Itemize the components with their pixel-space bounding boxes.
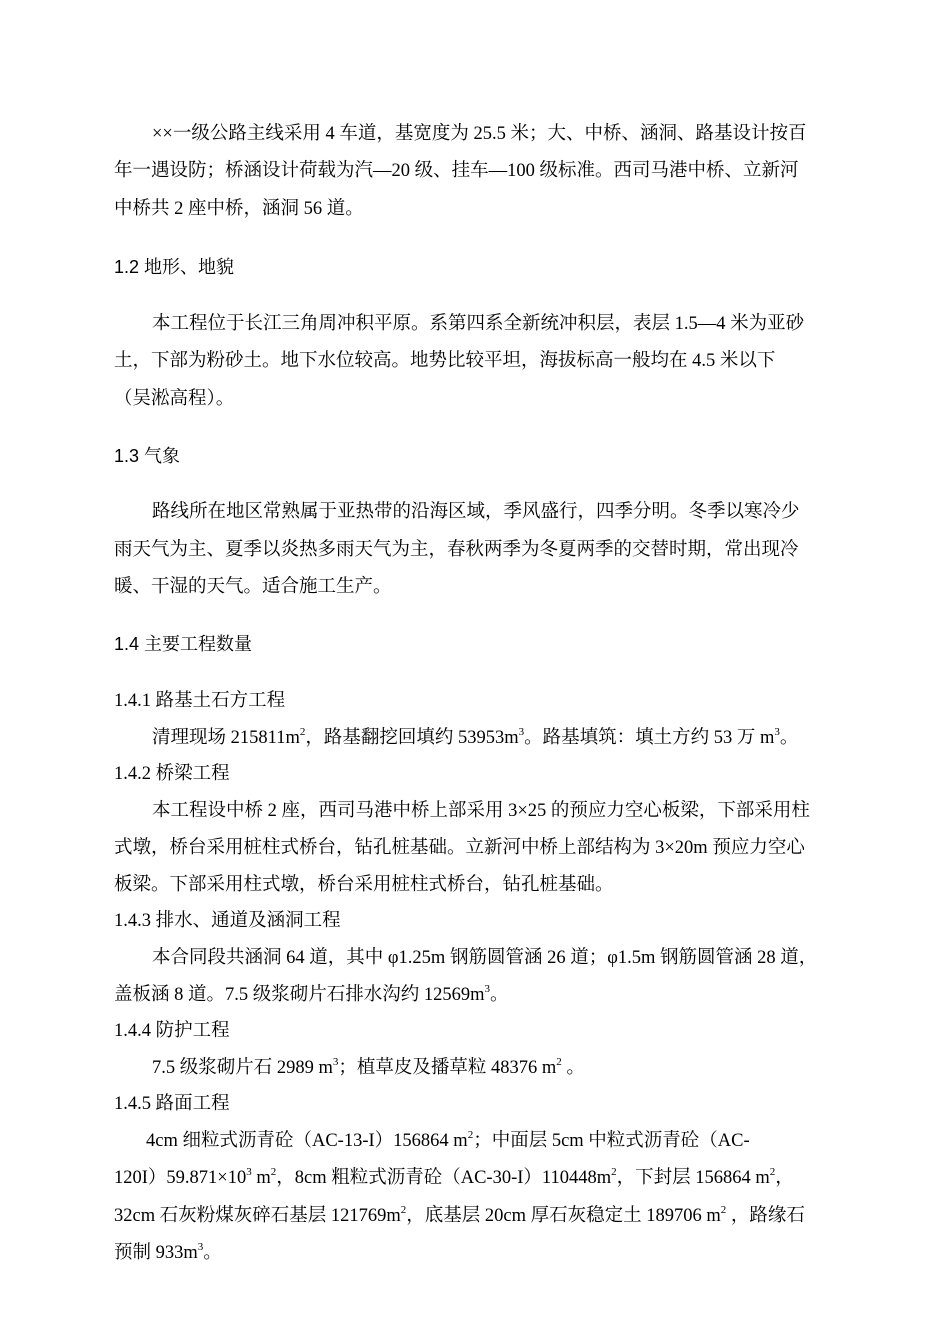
s145-line-1: 4cm 细粒式沥青砼（AC-13-I）156864 $m^2$；中面层 5cm 中粒式沥青砼（AC-	[146, 1128, 750, 1151]
heading-1-4-1: 1.4.1 路基土石方工程	[114, 691, 286, 711]
s141-line-1: 清理现场 $215811m^2$，路基翻挖回填约 $53953m^3$。路基填筑：填土方约 53 万 $m^3$。	[152, 725, 799, 748]
heading-1-2: 1.2 地形、地貌	[114, 257, 235, 277]
s142-line-2: 式墩，桥台采用桩柱式桥台，钻孔桩基础。立新河中桥上部结构为 3×20m 预应力空心	[114, 838, 805, 858]
s13-line-2: 雨天气为主、夏季以炎热多雨天气为主，春秋两季为冬夏两季的交替时期，常出现冷	[114, 540, 799, 560]
s12-line-3: （吴淞高程）。	[114, 389, 235, 409]
heading-1-4-2: 1.4.2 桥梁工程	[114, 764, 230, 784]
s13-line-3: 暖、干湿的天气。适合施工生产。	[114, 577, 392, 597]
s13-line-1: 路线所在地区常熟属于亚热带的沿海区域，季风盛行，四季分明。冬季以寒冷少	[152, 502, 800, 522]
s144-line-1: 7.5 级浆砌片石 2989 $m^3$；植草皮及播草粒 48376 $m^2$ 。	[152, 1055, 585, 1078]
s145-line-4: 预制 $933m^3$。	[114, 1240, 222, 1263]
intro-line-1: ××一级公路主线采用 4 车道，基宽度为 25.5 米；大、中桥、涵洞、路基设计按百	[152, 124, 807, 144]
s145-line-2: $120I)59.871\times 10^3$ $m^2$，8cm 粗粒式沥青砼$(AC-30-I)110448m^2$，下封层 156864 $m^2$，	[114, 1165, 794, 1188]
heading-1-3: 1.3 气象	[114, 446, 181, 466]
s142-line-1: 本工程设中桥 2 座，西司马港中桥上部采用 3×25 的预应力空心板梁，下部采用柱	[152, 801, 810, 821]
s143-line-2: 盖板涵 8 道。7.5 级浆砌片石排水沟约 $12569m^3$。	[114, 982, 509, 1005]
s142-line-3: 板梁。下部采用柱式墩，桥台采用桩柱式桥台，钻孔桩基础。	[114, 875, 614, 895]
s12-line-2: 土，下部为粉砂土。地下水位较高。地势比较平坦，海拔标高一般均在 4.5 米以下	[114, 351, 776, 371]
intro-line-3: 中桥共 2 座中桥，涵洞 56 道。	[114, 199, 364, 219]
heading-1-4-5: 1.4.5 路面工程	[114, 1094, 230, 1114]
intro-line-2: 年一遇设防；桥涵设计荷载为汽—20 级、挂车—100 级标准。西司马港中桥、立新河	[114, 161, 799, 181]
s12-line-1: 本工程位于长江三角周冲积平原。系第四系全新统冲积层，表层 1.5—4 米为亚砂	[152, 314, 805, 334]
heading-1-4-3: 1.4.3 排水、通道及涵洞工程	[114, 911, 341, 931]
s145-line-3: 32cm 石灰粉煤灰碎石基层 $121769m^2$，底基层 20cm 厚石灰稳定土 189706 $m^2$ ，路缘石	[114, 1203, 805, 1226]
heading-1-4: 1.4 主要工程数量	[114, 634, 253, 654]
s143-line-1: 本合同段共涵洞 64 道，其中 φ1.25m 钢筋圆管涵 26 道；φ1.5m 钢筋圆管涵 28 道，	[152, 948, 818, 968]
heading-1-4-4: 1.4.4 防护工程	[114, 1021, 230, 1041]
